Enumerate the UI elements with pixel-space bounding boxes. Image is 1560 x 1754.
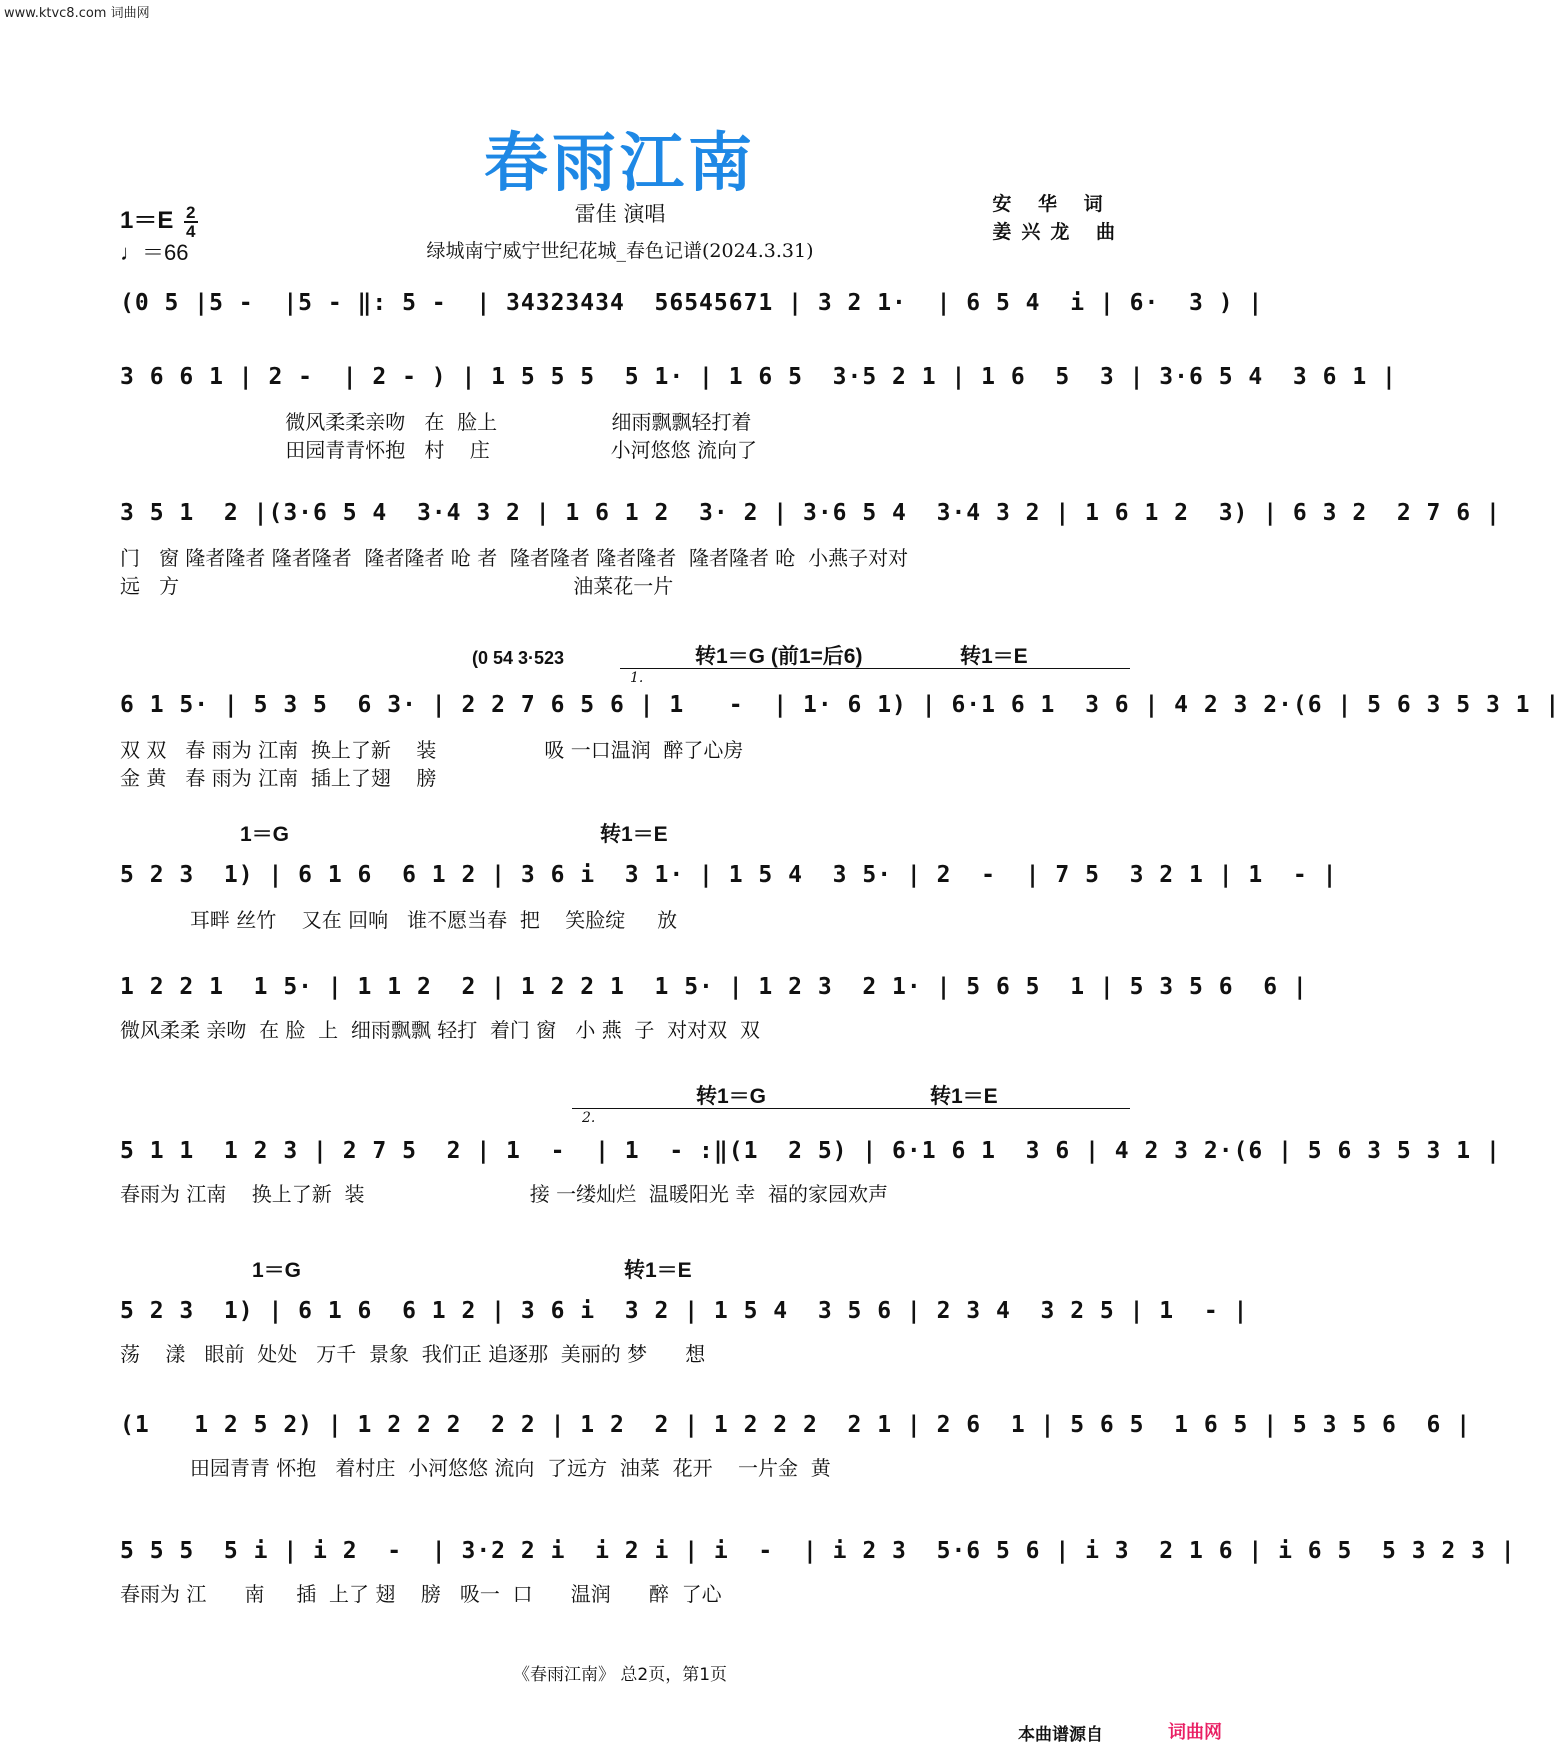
modulation-mark: 转1＝G (696, 1085, 767, 1108)
lyrics-verse-1: 微风柔柔 亲吻 在 脸 上 细雨飘飘 轻打 着门 窗 小 燕 子 对对双 双 (120, 1018, 760, 1042)
lyrics-verse-1: 门 窗 隆者隆者 隆者隆者 隆者隆者 呛 者 隆者隆者 隆者隆者 隆者隆者 呛 小燕子对对 (120, 546, 909, 570)
singer: 雷佳 演唱 (574, 202, 666, 226)
notes: 3 6 6 1 | 2 - | 2 - ) | 1 5 5 5 5 1· | 1 6 5 3·5 2 1 | 1 6 5 3 | 3·6 5 4 3 6 1 | (120, 364, 1397, 390)
time-sig-top: 2 (186, 202, 196, 222)
score-system-9 (120, 1412, 1472, 1492)
notes: 5 2 3 1) | 6 1 6 6 1 2 | 3 6 i 3 1· | 1 5 4 3 5· | 2 - | 7 5 3 2 1 | 1 - | (120, 862, 1338, 888)
score-system-5 (120, 818, 1338, 932)
credits (992, 190, 1125, 246)
tempo-marking: ♩＝66 (120, 240, 189, 265)
volta-label-1: 1. (630, 670, 644, 686)
modulation-mark: 转1＝E (930, 1085, 998, 1108)
modulation-mark: 转1＝G (前1=后6) (695, 645, 863, 668)
volta-bracket-1 (620, 668, 1130, 669)
lyrics-verse-2: 远 方 油菜花一片 (120, 574, 674, 598)
lyrics-verse-2: 田园青青怀抱 村 庄 小河悠悠 流向了 (120, 438, 757, 462)
lyrics-verse-1: 耳畔 丝竹 又在 回响 谁不愿当春 把 笑脸绽 放 (120, 908, 678, 932)
score-system-7 (120, 1080, 1501, 1210)
composer: 姜兴龙 曲 (992, 221, 1125, 243)
notes: 5 5 5 5 i | i 2 - | 3·2 2 i i 2 i | i - | i 2 3 5·6 5 6 | i 3 2 1 6 | i 6 5 5 3 2 3 | (120, 1538, 1516, 1564)
score-system-4 (120, 640, 1560, 790)
score-system-6 (120, 974, 1308, 1054)
volta-bracket-2 (572, 1108, 1130, 1109)
song-title: 春雨江南 (484, 127, 756, 201)
lyrics-verse-1: 荡 漾 眼前 处处 万千 景象 我们正 追逐那 美丽的 梦 想 (120, 1342, 706, 1366)
notes: 5 2 3 1) | 6 1 6 6 1 2 | 3 6 i 3 2 | 1 5 4 3 5 6 | 2 3 4 3 2 5 | 1 - | (120, 1298, 1249, 1324)
lyrics-verse-1: 田园青青 怀抱 着村庄 小河悠悠 流向 了远方 油菜 花开 一片金 黄 (120, 1456, 831, 1480)
score-system-10 (120, 1538, 1516, 1618)
volta-label-2: 2. (582, 1110, 596, 1126)
notes: 6 1 5· | 5 3 5 6 3· | 2 2 7 6 5 6 | 1 - | 1· 6 1) | 6·1 6 1 3 6 | 4 2 3 2·(6 | 5 6 3 5 3 1 | (120, 692, 1560, 718)
source-logo[interactable]: 词曲网 (1168, 1722, 1222, 1743)
notes: 5 1 1 1 2 3 | 2 7 5 2 | 1 - | 1 - :‖(1 2 5) | 6·1 6 1 3 6 | 4 2 3 2·(6 | 5 6 3 5 3 1 | (120, 1138, 1501, 1164)
score-system-1 (120, 290, 1264, 330)
lyrics-verse-1: 春雨为 江南 换上了新 装 接 一缕灿烂 温暖阳光 幸 福的家园欢声 (120, 1182, 888, 1206)
score-system-2 (120, 364, 1397, 474)
lyrics-verse-1: 双 双 春 雨为 江南 换上了新 装 吸 一口温润 醉了心房 (120, 738, 744, 762)
page-footer: 《春雨江南》 总2页，第1页 (512, 1665, 728, 1685)
notes: (1 1 2 5 2) | 1 2 2 2 2 2 | 1 2 2 | 1 2 2 2 2 1 | 2 6 1 | 5 6 5 1 6 5 | 5 3 5 6 6 | (120, 1412, 1472, 1438)
lyrics-verse-1: 微风柔柔亲吻 在 脸上 细雨飘飘轻打着 (120, 410, 752, 434)
notes: 3 5 1 2 |(3·6 5 4 3·4 3 2 | 1 6 1 2 3· 2 | 3·6 5 4 3·4 3 2 | 1 6 1 2 3) | 6 3 2 2 7 6 | (120, 500, 1501, 526)
lyrics-verse-1: 春雨为 江 南 插 上了 翅 膀 吸一 口 温润 醉 了心 (120, 1582, 722, 1606)
time-sig-bottom: 4 (186, 221, 196, 241)
notation-note: 绿城南宁威宁世纪花城_春色记谱(2024.3.31) (426, 240, 814, 262)
modulation-mark: 转1＝E (960, 645, 1028, 668)
modulation-mark: 转1＝E (624, 1259, 692, 1282)
lyricist: 安 华 词 (992, 193, 1113, 215)
notes: 1 2 2 1 1 5· | 1 1 2 2 | 1 2 2 1 1 5· | 1 2 3 2 1· | 5 6 5 1 | 5 3 5 6 6 | (120, 974, 1308, 1000)
score-system-8 (120, 1254, 1249, 1366)
pickup-notes: (0 54 3·523 (472, 648, 565, 668)
source-note: 本曲谱源自 (1018, 1725, 1103, 1745)
key-change-mark: 1＝G (240, 823, 290, 846)
modulation-mark: 转1＝E (600, 823, 668, 846)
score-system-3 (120, 500, 1501, 610)
notes: (0 5 |5 - |5 - ‖: 5 - | 34323434 56545671 | 3 2 1· | 6 5 4 i | 6· 3 ) | (120, 290, 1264, 316)
lyrics-verse-2: 金 黄 春 雨为 江南 插上了翅 膀 (120, 766, 437, 790)
key-change-mark: 1＝G (252, 1259, 302, 1282)
watermark: www.ktvc8.com 词曲网 (4, 6, 150, 21)
key-label: 1＝E (120, 207, 174, 234)
